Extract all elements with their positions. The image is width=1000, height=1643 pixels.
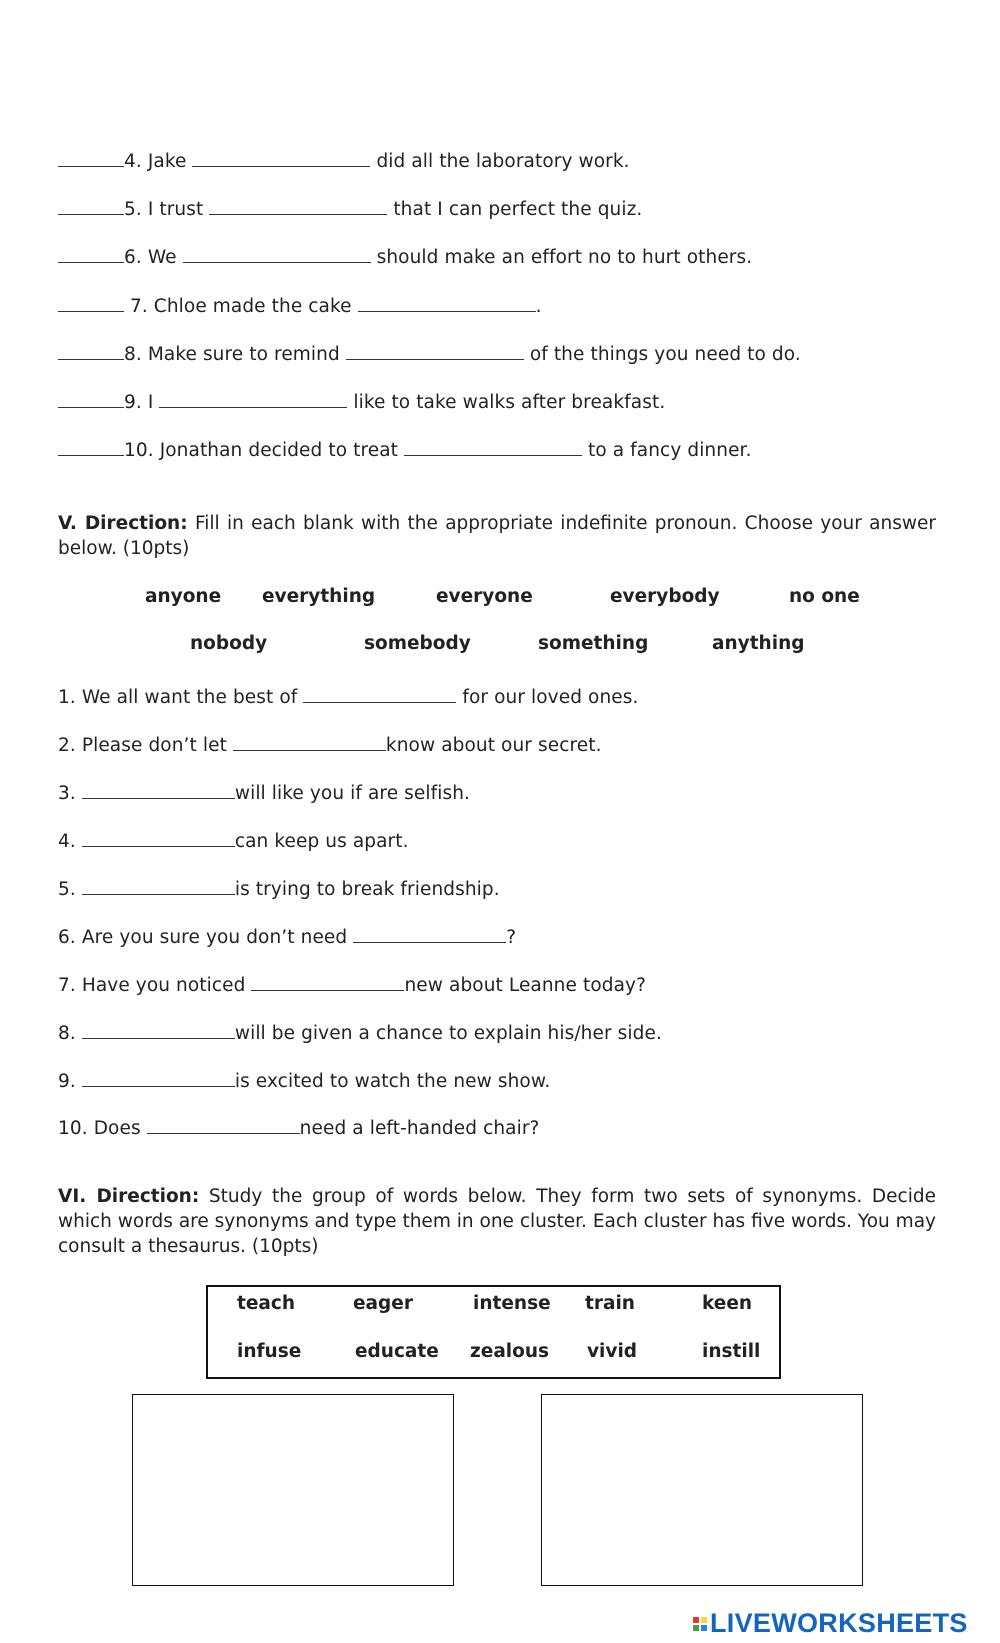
item-6: 6. We should make an effort no to hurt others. [58,246,752,268]
synonym-word: train [585,1293,635,1314]
item-5: 5. I trust that I can perfect the quiz. [58,198,642,220]
choice-word: anyone [145,586,222,607]
section-5-direction: V. Direction: Fill in each blank with the appropriate indefinite pronoun. Choose your answer below. (10pts) [58,513,936,559]
fill-blank[interactable] [353,926,506,943]
pronoun-item-2: 2. Please don’t let know about our secret. [58,735,602,756]
answer-blank[interactable] [58,150,124,167]
section-6-direction: VI. Direction: Study the group of words below. They form two sets of synonyms. Decide which words are synonyms and type them in one cluster. Each cluster has five words. You may consult a thesaurus. (10pts) [58,1186,936,1257]
pronoun-item-6: 6. Are you sure you don’t need ? [58,927,517,948]
fill-blank[interactable] [346,343,524,360]
fill-blank[interactable] [82,782,235,799]
pronoun-item-10: 10. Does need a left-handed chair? [58,1118,540,1139]
fill-blank[interactable] [82,830,235,847]
synonym-word: teach [237,1293,296,1314]
synonym-word: eager [353,1293,413,1314]
fill-blank[interactable] [82,1022,235,1039]
synonym-word: keen [702,1293,753,1314]
answer-blank[interactable] [58,198,124,215]
choice-word: no one [789,586,860,607]
choice-word: somebody [364,633,471,654]
pronoun-item-5: 5. is trying to break friendship. [58,879,500,900]
pronoun-item-4: 4. can keep us apart. [58,831,409,852]
item-7: 7. Chloe made the cake . [58,295,542,317]
item-8: 8. Make sure to remind of the things you need to do. [58,343,801,365]
pronoun-item-9: 9. is excited to watch the new show. [58,1071,551,1092]
pronoun-item-7: 7. Have you noticed new about Leanne today? [58,975,646,996]
synonym-word: instill [702,1341,761,1362]
synonym-word: intense [473,1293,551,1314]
fill-blank[interactable] [159,391,347,408]
fill-blank[interactable] [251,974,404,991]
fill-blank[interactable] [82,878,235,895]
choice-word: something [538,633,649,654]
fill-blank[interactable] [303,686,456,703]
answer-blank[interactable] [58,295,124,312]
fill-blank[interactable] [209,198,387,215]
item-9: 9. I like to take walks after breakfast. [58,391,665,413]
answer-blank[interactable] [58,439,124,456]
synonym-word: educate [355,1341,439,1362]
pronoun-item-1: 1. We all want the best of for our loved ones. [58,687,639,708]
pronoun-item-3: 3. will like you if are selfish. [58,783,471,804]
synonym-word: zealous [470,1341,550,1362]
item-4: 4. Jake did all the laboratory work. [58,150,630,172]
fill-blank[interactable] [147,1117,300,1134]
choice-word: everyone [436,586,533,607]
item-10: 10. Jonathan decided to treat to a fancy dinner. [58,439,752,461]
fill-blank[interactable] [82,1070,235,1087]
liveworksheets-logo [693,1608,968,1639]
fill-blank[interactable] [358,295,536,312]
choice-word: everything [262,586,376,607]
logo-icon [693,1617,707,1631]
choice-word: nobody [190,633,268,654]
answer-blank[interactable] [58,343,124,360]
answer-blank[interactable] [58,246,124,263]
synonym-word: infuse [237,1341,302,1362]
cluster-box-1[interactable] [132,1394,454,1586]
answer-blank[interactable] [58,391,124,408]
choice-word: everybody [610,586,720,607]
fill-blank[interactable] [183,246,371,263]
fill-blank[interactable] [192,150,370,167]
pronoun-item-8: 8. will be given a chance to explain his/her side. [58,1023,662,1044]
fill-blank[interactable] [233,734,386,751]
choice-word: anything [712,633,805,654]
brand-name: LIVEWORKSHEETS [710,1608,968,1638]
synonym-word: vivid [587,1341,638,1362]
cluster-box-2[interactable] [541,1394,863,1586]
fill-blank[interactable] [404,439,582,456]
